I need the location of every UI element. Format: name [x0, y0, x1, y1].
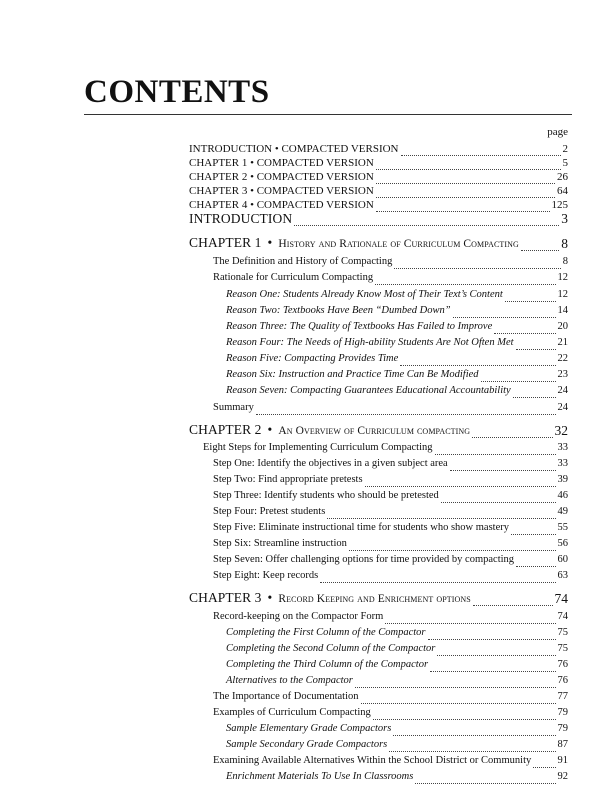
- dot-leader: [481, 369, 556, 382]
- page-number: 92: [557, 771, 568, 782]
- section-entry: [213, 609, 568, 624]
- chapter-title: History and Rationale of Curriculum Compacting: [278, 238, 519, 250]
- page-number: 75: [557, 643, 568, 654]
- section-entry: [213, 456, 568, 471]
- dot-leader: [373, 707, 556, 720]
- dot-leader: [355, 675, 556, 688]
- page-number: 76: [557, 659, 568, 670]
- chapter-heading: [189, 591, 568, 606]
- entry-label: Completing the Third Column of the Compactor: [226, 659, 429, 670]
- dot-leader: [472, 425, 552, 438]
- dot-leader: [516, 337, 556, 350]
- entry-label: INTRODUCTION • COMPACTED VERSION: [189, 143, 399, 155]
- page-number: 22: [557, 353, 568, 364]
- entry-label: Step Five: Eliminate instructional time for students who show mastery: [213, 522, 509, 533]
- subsection-entry: [226, 351, 568, 366]
- compacted-entry: [189, 169, 568, 184]
- subsection-entry: [226, 287, 568, 302]
- introduction-entry: [189, 211, 568, 226]
- dot-leader: [513, 385, 556, 398]
- dot-leader: [294, 213, 559, 226]
- dot-leader: [516, 554, 555, 567]
- entry-label: Completing the First Column of the Compactor: [226, 627, 426, 638]
- page-number: 76: [557, 675, 568, 686]
- page-number: 24: [557, 385, 568, 396]
- page-number: 8: [562, 256, 568, 267]
- entry-label: Reason Six: Instruction and Practice Time Can Be Modified: [226, 369, 479, 380]
- section-entry: [203, 440, 568, 455]
- dot-leader: [327, 506, 555, 519]
- page-number: 56: [557, 538, 568, 549]
- entry-label: Step Four: Pretest students: [213, 506, 326, 517]
- entry-label: [189, 423, 470, 438]
- compacted-entry: [189, 183, 568, 198]
- page-number: 125: [551, 199, 568, 211]
- dot-leader: [428, 627, 556, 640]
- page-number: 87: [557, 739, 568, 750]
- page-number: 39: [557, 474, 568, 485]
- entry-label: Reason Four: The Needs of High-ability Students Are Not Often Met: [226, 337, 514, 348]
- subsection-entry: [226, 383, 568, 398]
- page-number: 2: [562, 143, 568, 155]
- entry-label: Reason One: Students Already Know Most of Their Text’s Content: [226, 289, 503, 300]
- section-entry: [213, 472, 568, 487]
- compacted-entry: [189, 197, 568, 212]
- page-number: 60: [557, 554, 568, 565]
- page-number: 74: [557, 611, 568, 622]
- compacted-entry: [189, 155, 568, 170]
- dot-leader: [361, 691, 556, 704]
- bullet-separator: •: [267, 235, 273, 250]
- entry-label: Step Six: Streamline instruction: [213, 538, 347, 549]
- page-number: 74: [554, 591, 568, 606]
- subsection-entry: [226, 641, 568, 656]
- page-number: 24: [557, 402, 568, 413]
- entry-label: Examples of Curriculum Compacting: [213, 707, 371, 718]
- section-entry: [213, 568, 568, 583]
- dot-leader: [320, 570, 555, 583]
- subsection-entry: [226, 769, 568, 784]
- entry-label: Step One: Identify the objectives in a given subject area: [213, 458, 448, 469]
- entry-label: [189, 236, 519, 251]
- page-number: 26: [557, 171, 568, 183]
- entry-label: The Definition and History of Compacting: [213, 256, 393, 267]
- page-number: 63: [557, 570, 568, 581]
- subsection-entry: [226, 367, 568, 382]
- page-number: 46: [557, 490, 568, 501]
- entry-label: Step Seven: Offer challenging options for time provided by compacting: [213, 554, 515, 565]
- bullet-separator: •: [267, 422, 273, 437]
- dot-leader: [415, 771, 555, 784]
- section-entry: [213, 753, 568, 768]
- entry-label: Sample Secondary Grade Compactors: [226, 739, 388, 750]
- section-entry: [213, 705, 568, 720]
- dot-leader: [349, 538, 556, 551]
- section-entry: [213, 270, 568, 285]
- chapter-number: CHAPTER 3: [189, 590, 262, 605]
- page-number: 49: [557, 506, 568, 517]
- entry-label: Summary: [213, 402, 254, 413]
- dot-leader: [494, 321, 555, 334]
- entry-label: Reason Three: The Quality of Textbooks Has Failed to Improve: [226, 321, 493, 332]
- page-number: 5: [562, 157, 568, 169]
- chapter-number: CHAPTER 1: [189, 235, 262, 250]
- chapter-heading: [189, 236, 568, 251]
- page-number: 20: [557, 321, 568, 332]
- page-number: 77: [557, 691, 568, 702]
- page-number: 12: [557, 272, 568, 283]
- page-number: 14: [557, 305, 568, 316]
- page-number: 55: [557, 522, 568, 533]
- dot-leader: [533, 755, 555, 768]
- page-number: 21: [557, 337, 568, 348]
- section-entry: [213, 504, 568, 519]
- page-title: CONTENTS: [84, 74, 270, 110]
- entry-label: CHAPTER 3 • COMPACTED VERSION: [189, 185, 374, 197]
- entry-label: Examining Available Alternatives Within the School District or Community: [213, 755, 532, 766]
- page-column-label: page: [547, 126, 568, 138]
- dot-leader: [521, 238, 559, 251]
- chapter-title: An Overview of Curriculum compacting: [278, 425, 471, 437]
- page-number: 79: [557, 723, 568, 734]
- chapter-title: Record Keeping and Enrichment options: [278, 593, 471, 605]
- section-entry: [213, 689, 568, 704]
- dot-leader: [453, 305, 556, 318]
- entry-label: [189, 591, 471, 606]
- page-number: 23: [557, 369, 568, 380]
- entry-label: Enrichment Materials To Use In Classrooms: [226, 771, 414, 782]
- entry-label: Record-keeping on the Compactor Form: [213, 611, 384, 622]
- dot-leader: [473, 593, 553, 606]
- dot-leader: [430, 659, 555, 672]
- subsection-entry: [226, 657, 568, 672]
- subsection-entry: [226, 673, 568, 688]
- dot-leader: [256, 402, 556, 415]
- dot-leader: [393, 723, 555, 736]
- entry-label: The Importance of Documentation: [213, 691, 359, 702]
- dot-leader: [385, 611, 555, 624]
- section-entry: [213, 520, 568, 535]
- entry-label: INTRODUCTION: [189, 211, 293, 226]
- entry-label: Rationale for Curriculum Compacting: [213, 272, 374, 283]
- entry-label: CHAPTER 2 • COMPACTED VERSION: [189, 171, 374, 183]
- dot-leader: [365, 474, 556, 487]
- page-number: 33: [557, 442, 568, 453]
- page-number: 32: [554, 423, 568, 438]
- dot-leader: [441, 490, 556, 503]
- page-number: 91: [557, 755, 568, 766]
- dot-leader: [400, 353, 555, 366]
- entry-label: Step Three: Identify students who should be pretested: [213, 490, 439, 501]
- entry-label: Reason Two: Textbooks Have Been “Dumbed Down”: [226, 305, 451, 316]
- page-number: 79: [557, 707, 568, 718]
- subsection-entry: [226, 737, 568, 752]
- dot-leader: [435, 442, 556, 455]
- dot-leader: [394, 256, 560, 269]
- entry-label: Reason Seven: Compacting Guarantees Educational Accountability: [226, 385, 511, 396]
- dot-leader: [389, 739, 555, 752]
- dot-leader: [511, 522, 556, 535]
- page-number: 12: [557, 289, 568, 300]
- entry-label: Completing the Second Column of the Compactor: [226, 643, 436, 654]
- section-entry: [213, 536, 568, 551]
- subsection-entry: [226, 625, 568, 640]
- bullet-separator: •: [267, 590, 273, 605]
- entry-label: Step Two: Find appropriate pretests: [213, 474, 363, 485]
- subsection-entry: [226, 319, 568, 334]
- entry-label: Step Eight: Keep records: [213, 570, 319, 581]
- section-entry: [213, 254, 568, 269]
- entry-label: Sample Elementary Grade Compactors: [226, 723, 392, 734]
- page-number: 64: [557, 185, 568, 197]
- subsection-entry: [226, 721, 568, 736]
- entry-label: CHAPTER 4 • COMPACTED VERSION: [189, 199, 374, 211]
- compacted-entry: [189, 141, 568, 156]
- entry-label: Eight Steps for Implementing Curriculum Compacting: [203, 442, 433, 453]
- page-number: 75: [557, 627, 568, 638]
- entry-label: CHAPTER 1 • COMPACTED VERSION: [189, 157, 374, 169]
- chapter-heading: [189, 423, 568, 438]
- page-number: 33: [557, 458, 568, 469]
- chapter-number: CHAPTER 2: [189, 422, 262, 437]
- page-number: 3: [561, 211, 568, 226]
- entry-label: Reason Five: Compacting Provides Time: [226, 353, 399, 364]
- subsection-entry: [226, 303, 568, 318]
- page-number: 8: [561, 236, 568, 251]
- dot-leader: [437, 643, 555, 656]
- subsection-entry: [226, 335, 568, 350]
- section-entry: [213, 488, 568, 503]
- section-entry: [213, 400, 568, 415]
- dot-leader: [505, 289, 556, 302]
- dot-leader: [450, 458, 556, 471]
- dot-leader: [375, 272, 555, 285]
- section-entry: [213, 552, 568, 567]
- entry-label: Alternatives to the Compactor: [226, 675, 353, 686]
